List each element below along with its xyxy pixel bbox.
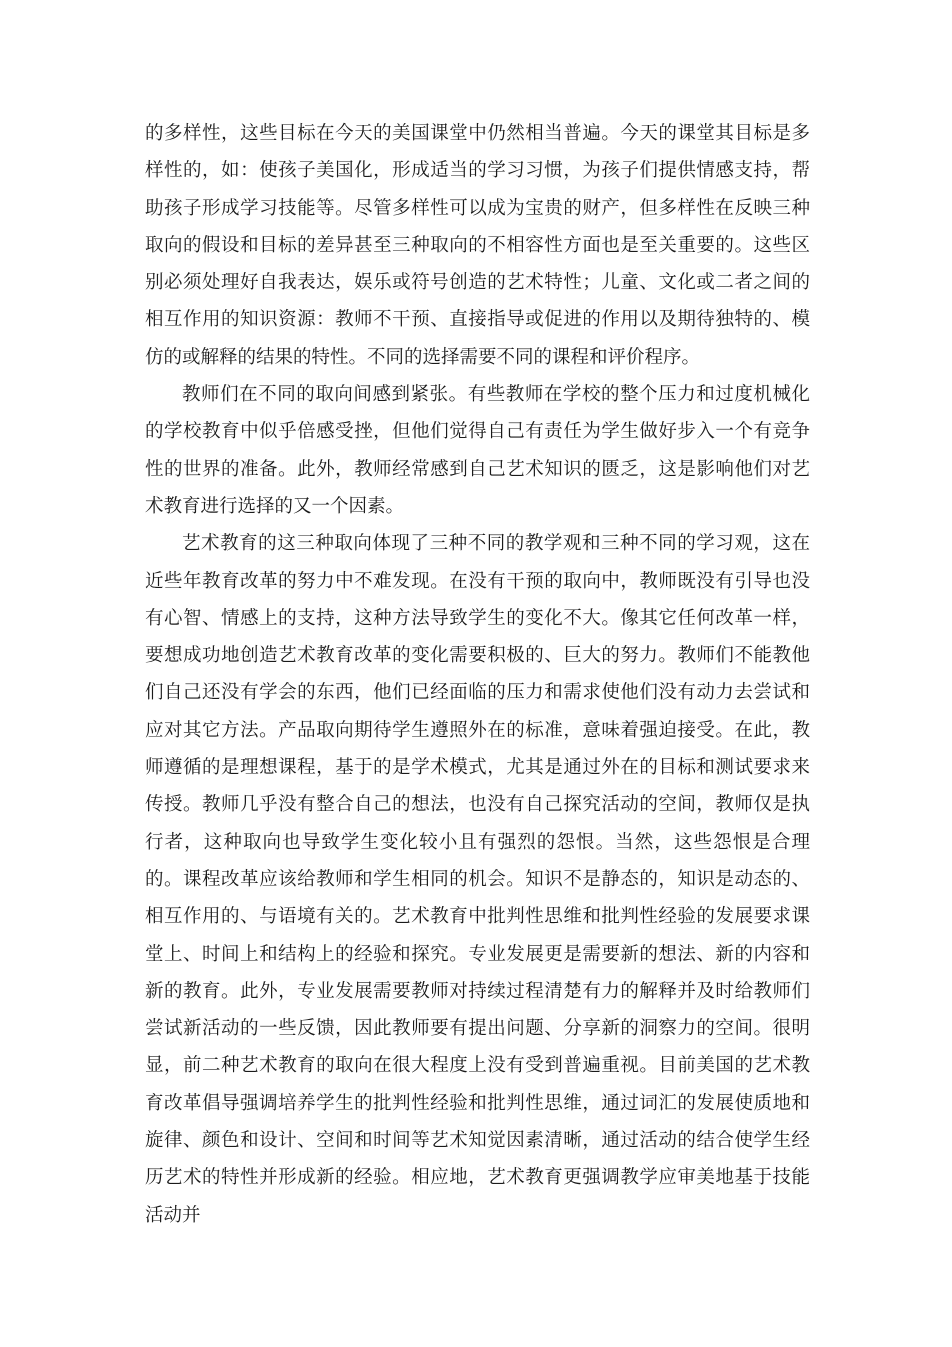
paragraph-2: 教师们在不同的取向间感到紧张。有些教师在学校的整个压力和过度机械化的学校教育中似乎倍感受挫，但他们觉得自己有责任为学生做好步入一个有竞争性的世界的准备。此外，教师经常感到自己艺术知识的匮乏，这是影响他们对艺术教育进行选择的又一个因素。 [145,384,810,517]
paragraph-1: 的多样性，这些目标在今天的美国课堂中仍然相当普遍。今天的课堂其目标是多样性的，如：使孩子美国化，形成适当的学习习惯，为孩子们提供情感支持，帮助孩子形成学习技能等。尽管多样性可以成为宝贵的财产，但多样性在反映三种取向的假设和目标的差异甚至三种取向的不相容性方面也是至关重要的。这些区别必须处理好自我表达，娱乐或符号创造的艺术特性；儿童、文化或二者之间的相互作用的知识资源：教师不干预、直接指导或促进的作用以及期待独特的、模仿的或解释的结果的特性。不同的选择需要不同的课程和评价程序。 [145,123,810,368]
body-text [145,115,810,1234]
paragraph-3: 艺术教育的这三种取向体现了三种不同的教学观和三种不同的学习观，这在近些年教育改革的努力中不难发现。在没有干预的取向中，教师既没有引导也没有心智、情感上的支持，这种方法导致学生的变化不大。像其它任何改革一样，要想成功地创造艺术教育改革的变化需要积极的、巨大的努力。教师们不能教他们自己还没有学会的东西，他们已经面临的压力和需求使他们没有动力去尝试和应对其它方法。产品取向期待学生遵照外在的标准，意味着强迫接受。在此，教师遵循的是理想课程，基于的是学术模式，尤其是通过外在的目标和测试要求来传授。教师几乎没有整合自己的想法，也没有自己探究活动的空间，教师仅是执行者，这种取向也导致学生变化较小且有强烈的怨恨。当然，这些怨恨是合理的。课程改革应该给教师和学生相同的机会。知识不是静态的，知识是动态的、相互作用的、与语境有关的。艺术教育中批判性思维和批判性经验的发展要求课堂上、时间上和结构上的经验和探究。专业发展更是需要新的想法、新的内容和新的教育。此外，专业发展需要教师对持续过程清楚有力的解释并及时给教师们尝试新活动的一些反馈，因此教师要有提出问题、分享新的洞察力的空间。很明显，前二种艺术教育的取向在很大程度上没有受到普遍重视。目前美国的艺术教育改革倡导强调培养学生的批判性经验和批判性思维，通过词汇的发展使质地和旋律、颜色和设计、空间和时间等艺术知觉因素清晰，通过活动的结合使学生经历艺术的特性并形成新的经验。相应地，艺术教育更强调教学应审美地基于技能活动并 [145,533,810,1226]
